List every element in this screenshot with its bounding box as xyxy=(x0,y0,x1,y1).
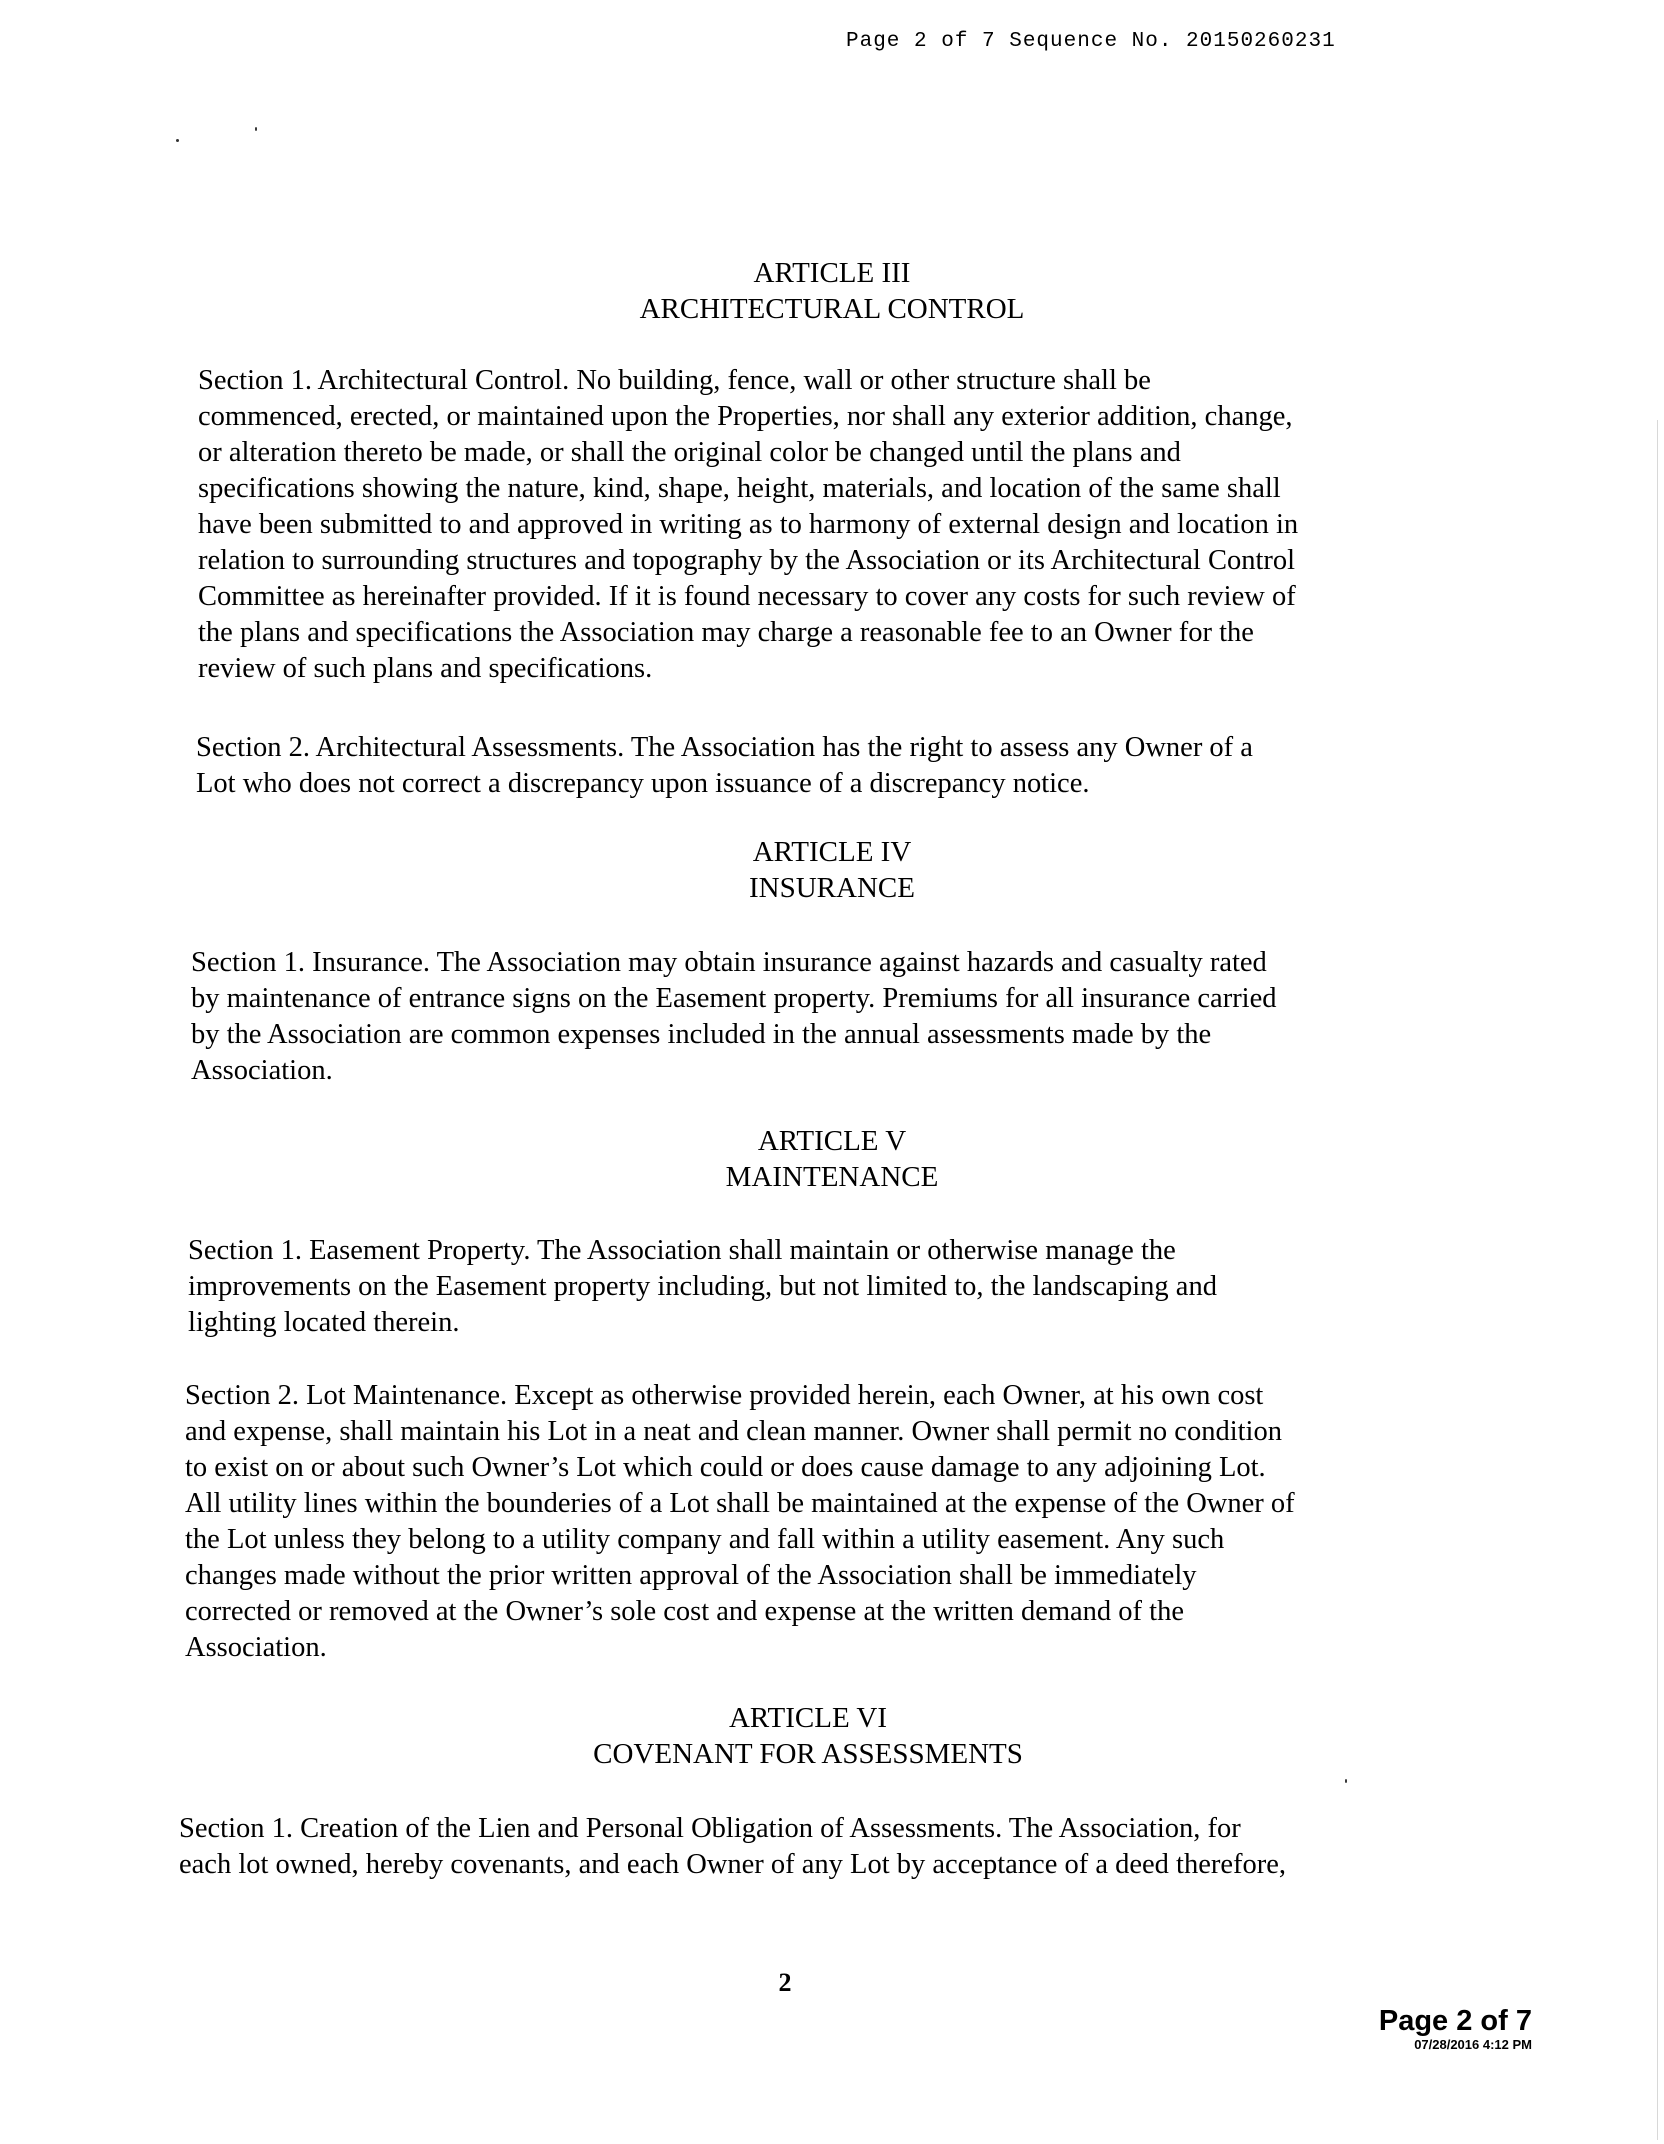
text-line: Section 1. Insurance. The Association may obtain insurance against hazards and casualty rated xyxy=(191,947,1267,978)
text-line: Section 2. Lot Maintenance. Except as otherwise provided herein, each Owner, at his own cost xyxy=(185,1380,1264,1411)
section-paragraph xyxy=(196,730,1253,802)
text-line: All utility lines within the bounderies of a Lot shall be maintained at the expense of the Owner of xyxy=(185,1488,1295,1519)
stamp-datetime: 07/28/2016 4:12 PM xyxy=(1414,2037,1532,2052)
text-line: commenced, erected, or maintained upon the Properties, nor shall any exterior addition, change, xyxy=(198,401,1293,432)
text-line: the Lot unless they belong to a utility company and fall within a utility easement. Any such xyxy=(185,1524,1225,1555)
text-line: lighting located therein. xyxy=(188,1307,460,1338)
text-line: by maintenance of entrance signs on the Easement property. Premiums for all insurance carried xyxy=(191,983,1277,1014)
text-line: changes made without the prior written approval of the Association shall be immediately xyxy=(185,1560,1197,1591)
scan-speck xyxy=(176,139,179,142)
text-line: by the Association are common expenses included in the annual assessments made by the xyxy=(191,1019,1212,1050)
text-line: to exist on or about such Owner’s Lot which could or does cause damage to any adjoining Lot. xyxy=(185,1452,1266,1483)
text-line: the plans and specifications the Association may charge a reasonable fee to an Owner for the xyxy=(198,617,1254,648)
recording-stamp xyxy=(1372,2005,1532,2053)
text-line: Section 1. Easement Property. The Association shall maintain or otherwise manage the xyxy=(188,1235,1176,1266)
scan-edge-line xyxy=(1657,420,1658,2140)
article-heading xyxy=(0,1123,1664,1195)
section-paragraph xyxy=(188,1233,1217,1341)
section-paragraph xyxy=(179,1811,1286,1883)
article-number: ARTICLE III xyxy=(753,257,911,289)
text-line: Lot who does not correct a discrepancy upon issuance of a discrepancy notice. xyxy=(196,768,1090,799)
text-line: and expense, shall maintain his Lot in a neat and clean manner. Owner shall permit no condition xyxy=(185,1416,1282,1447)
text-line: Section 1. Architectural Control. No building, fence, wall or other structure shall be xyxy=(198,365,1151,396)
article-number: ARTICLE IV xyxy=(752,836,912,868)
text-line: corrected or removed at the Owner’s sole cost and expense at the written demand of the xyxy=(185,1596,1184,1627)
scan-speck xyxy=(255,127,257,131)
text-line: Association. xyxy=(185,1632,327,1663)
article-heading xyxy=(0,834,1664,906)
stamp-page-count: Page 2 of 7 xyxy=(1378,2005,1532,2037)
section-paragraph xyxy=(185,1378,1295,1666)
text-line: Committee as hereinafter provided. If it is found necessary to cover any costs for such review of xyxy=(198,581,1296,612)
text-line: Association. xyxy=(191,1055,333,1086)
text-line: have been submitted to and approved in writing as to harmony of external design and location in xyxy=(198,509,1299,540)
sequence-header: Page 2 of 7 Sequence No. 20150260231 xyxy=(846,30,1336,53)
article-heading xyxy=(0,255,1664,327)
article-number: ARTICLE V xyxy=(757,1125,907,1157)
text-line: each lot owned, hereby covenants, and each Owner of any Lot by acceptance of a deed therefore, xyxy=(179,1849,1287,1880)
article-title: ARCHITECTURAL CONTROL xyxy=(639,293,1025,325)
section-paragraph xyxy=(198,363,1298,687)
text-line: Section 2. Architectural Assessments. The Association has the right to assess any Owner of a xyxy=(196,732,1253,763)
article-title: INSURANCE xyxy=(749,872,915,904)
text-line: Section 1. Creation of the Lien and Personal Obligation of Assessments. The Association, for xyxy=(179,1813,1241,1844)
article-title: MAINTENANCE xyxy=(725,1161,939,1193)
scan-speck xyxy=(1345,1779,1347,1783)
text-line: relation to surrounding structures and topography by the Association or its Architectural Control xyxy=(198,545,1296,576)
article-number: ARTICLE VI xyxy=(728,1702,887,1734)
section-paragraph xyxy=(191,945,1277,1089)
text-line: improvements on the Easement property including, but not limited to, the landscaping and xyxy=(188,1271,1217,1302)
text-line: or alteration thereto be made, or shall the original color be changed until the plans and xyxy=(198,437,1181,468)
text-line: review of such plans and specifications. xyxy=(198,653,653,684)
article-heading xyxy=(0,1700,1640,1772)
page-number: 2 xyxy=(778,1968,792,1997)
text-line: specifications showing the nature, kind, shape, height, materials, and location of the same shall xyxy=(198,473,1281,504)
article-title: COVENANT FOR ASSESSMENTS xyxy=(593,1738,1023,1770)
